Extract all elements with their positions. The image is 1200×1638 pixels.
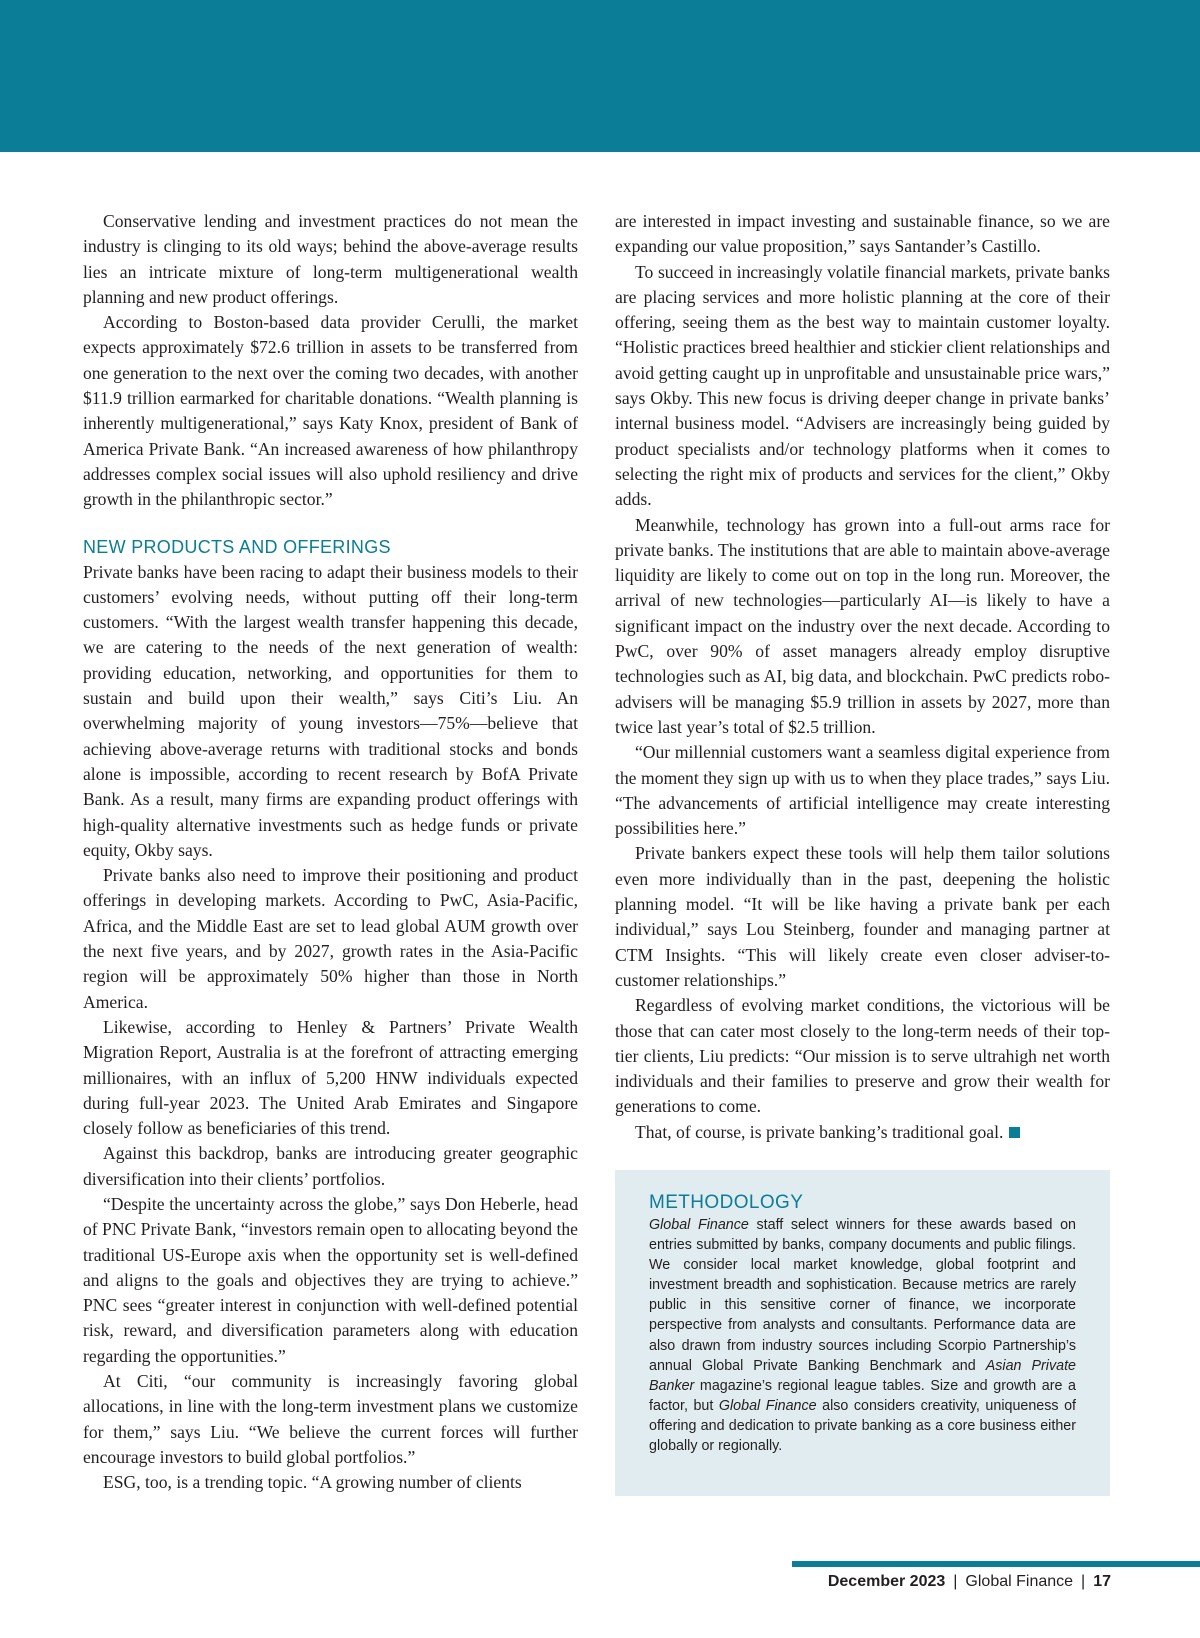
closing-sentence: That, of course, is private banking’s traditional goal. (635, 1121, 1004, 1142)
publication-name: Asian Private Banker (649, 1357, 1076, 1394)
right-column (615, 209, 1110, 1145)
paragraph: At Citi, “our community is increasingly favoring global allocations, in line with the long-term investment plans we customize for them,” says Liu. “We believe the current forces will further encourage investors to build global portfolios.” (83, 1371, 578, 1467)
publication-name: Global Finance (649, 1217, 749, 1233)
paragraph: Conservative lending and investment practices do not mean the industry is clinging to its old ways; behind the above-average results lies an intricate mixture of long-term multigenerational wealth planning and new product offerings. (83, 211, 578, 307)
section-heading: NEW PRODUCTS AND OFFERINGS (83, 536, 391, 557)
footer-separator: | (1081, 1573, 1086, 1590)
publication-title: Global Finance (965, 1573, 1074, 1590)
page-footer (828, 1573, 1111, 1591)
paragraph: Meanwhile, technology has grown into a full-out arms race for private banks. The institutions that are able to maintain above-average liquidity are likely to come out on top in the long run. Moreover, the arrival of new technologies—particularly AI—is likely to have a significant impact on the industry over the next decade. According to PwC, over 90% of asset managers already employ disruptive technologies such as AI, big data, and blockchain. PwC predicts robo-advisers will be managing $5.9 trillion in assets by 2027, more than twice last year’s total of $2.5 trillion. (615, 514, 1110, 737)
paragraph: To succeed in increasingly volatile financial markets, private banks are placing services and more holistic planning at the core of their offering, seeing them as the best way to maintain customer loyalty. “Holistic practices breed healthier and stickier client relationships and avoid getting caught up in unprofitable and unsustainable price wars,” says Okby. This new focus is driving deeper change in private banks’ internal business model. “Advisers are increasingly being guided by product specialists and/or technology platforms when it comes to selecting the right mix of products and services for the client,” Okby adds. (615, 261, 1110, 510)
paragraph: Against this backdrop, banks are introducing greater geographic diversification into their clients’ portfolios. (83, 1143, 578, 1189)
end-mark-icon (1009, 1127, 1020, 1138)
paragraph: Private bankers expect these tools will help them tailor solutions even more individually than in the past, deepening the holistic planning model. “It will be like having a private bank per each individual,” says Lou Steinberg, founder and managing partner at CTM Insights. “This will likely create even closer adviser-to-customer relationships.” (615, 843, 1110, 990)
methodology-text-part: magazine’s regional league tables. Size and growth are a factor, but (649, 1377, 1076, 1414)
header-band (0, 0, 1200, 152)
methodology-text-part: also considers creativity, uniqueness of offering and dedication to private banking as a core business either globally or regionally. (649, 1397, 1076, 1455)
page-number: 17 (1093, 1573, 1111, 1590)
methodology-text (649, 1215, 1076, 1456)
methodology-text-part: staff select winners for these awards based on entries submitted by banks, company documents and public filings. We consider local market knowledge, global footprint and investment breadth and sophistication. Because metrics are rarely public in this sensitive corner of finance, we incorporate perspective from analysts and consultants. Performance data are also drawn from industry sources including Scorpio Partnership’s annual Global Private Banking Benchmark and (649, 1217, 1076, 1374)
paragraph-final (615, 1120, 1110, 1145)
issue-date: December 2023 (827, 1573, 946, 1590)
paragraph: Likewise, according to Henley & Partners’ Private Wealth Migration Report, Australia is at the forefront of attracting emerging millionaires, with an influx of 5,200 HNW individuals expected during full-year 2023. The United Arab Emirates and Singapore closely follow as beneficiaries of this trend. (83, 1016, 578, 1139)
methodology-title: METHODOLOGY (649, 1192, 804, 1213)
footer-separator: | (953, 1573, 958, 1590)
publication-name: Global Finance (718, 1397, 817, 1414)
paragraph: are interested in impact investing and sustainable finance, so we are expanding our value proposition,” says Santander’s Castillo. (615, 211, 1110, 257)
paragraph: According to Boston-based data provider Cerulli, the market expects approximately $72.6 trillion in assets to be transferred from one generation to the next over the coming two decades, with another $11.9 trillion earmarked for charitable donations. “Wealth planning is inherently multigenerational,” says Katy Knox, president of Bank of America Private Bank. “An increased awareness of how philanthropy addresses complex social issues will also uphold resiliency and drive growth in the philanthropic sector.” (83, 312, 578, 510)
paragraph: ESG, too, is a trending topic. “A growing number of clients (103, 1472, 522, 1493)
paragraph: “Despite the uncertainty across the globe,” says Don Heberle, head of PNC Private Bank, “investors remain open to allocating beyond the traditional US-Europe axis when the opportunity set is well-defined and aligns to the goals and objectives they are trying to achieve.” PNC sees “greater interest in conjunction with well-defined potential risk, reward, and diversification parameters along with education regarding the opportunities.” (83, 1193, 578, 1366)
paragraph: “Our millennial customers want a seamless digital experience from the moment they sign up with us to when they place trades,” says Liu. “The advancements of artificial intelligence may create interesting possibilities here.” (615, 742, 1110, 839)
left-column (83, 209, 578, 1496)
footer-rule (792, 1561, 1200, 1567)
paragraph: Private banks also need to improve their positioning and product offerings in developing markets. According to PwC, Asia-Pacific, Africa, and the Middle East are set to lead global AUM growth over the next five years, and by 2027, growth rates in the Asia-Pacific region will be approximately 50% higher than those in North America. (83, 865, 578, 1012)
paragraph: Regardless of evolving market conditions, the victorious will be those that can cater most closely to the long-term needs of their top-tier clients, Liu predicts: “Our mission is to serve ultrahigh net worth individuals and their families to preserve and grow their wealth for generations to come. (615, 995, 1110, 1117)
methodology-box (615, 1170, 1110, 1496)
paragraph: Private banks have been racing to adapt their business models to their customers’ evolving needs, without putting off their long-term customers. “With the largest wealth transfer happening this decade, we are catering to the needs of the next generation of wealth: providing education, networking, and opportunities for them to sustain and build upon their wealth,” says Citi’s Liu. An overwhelming majority of young investors—75%—believe that achieving above-average returns with traditional stocks and bonds alone is impossible, according to recent research by BofA Private Bank. As a result, many firms are expanding product offerings with high-quality alternative investments such as hedge funds or private equity, Okby says. (83, 561, 578, 860)
